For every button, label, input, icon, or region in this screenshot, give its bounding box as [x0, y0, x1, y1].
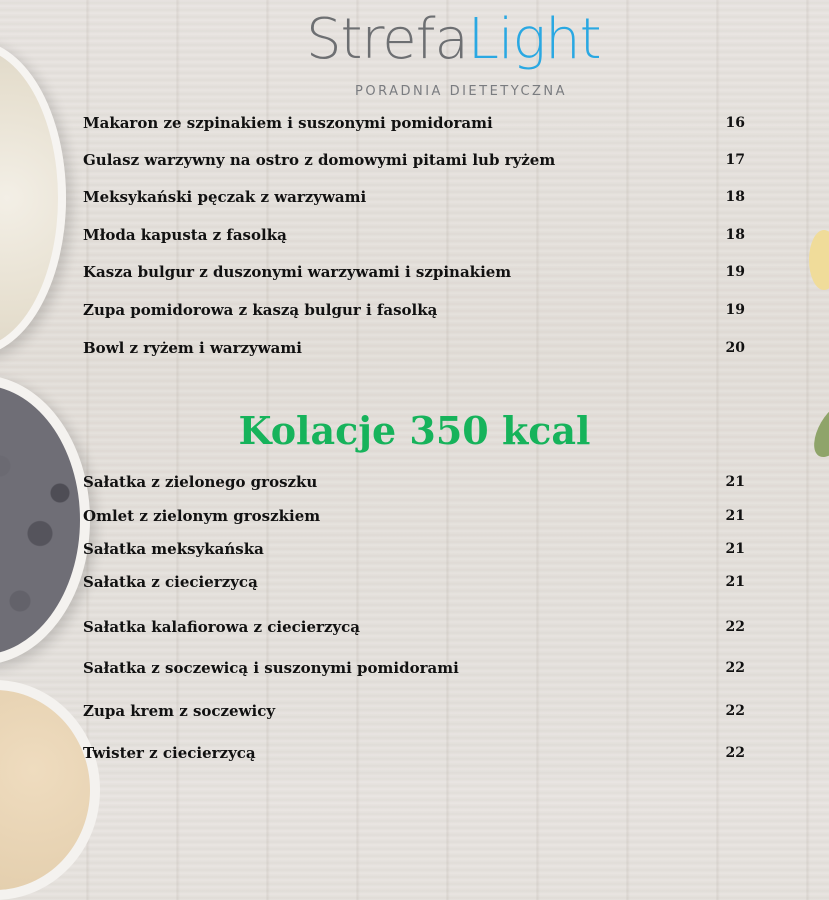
quinoa-bowl-image [0, 40, 66, 356]
toc-row[interactable] [83, 261, 745, 283]
page-number: 22 [725, 745, 745, 761]
toc-row[interactable] [83, 337, 745, 359]
logo-word-light: Light [467, 7, 601, 72]
toc-row[interactable] [83, 299, 745, 321]
toc-row[interactable] [83, 657, 745, 679]
toc-row[interactable] [83, 186, 745, 208]
recipe-name: Meksykański pęczak z warzywami [83, 188, 367, 206]
recipe-name: Bowl z ryżem i warzywami [83, 339, 302, 357]
page-number: 18 [725, 227, 745, 243]
toc-row[interactable] [83, 700, 745, 722]
recipe-name: Zupa krem z soczewicy [83, 702, 276, 720]
toc-row[interactable] [83, 742, 745, 764]
section-title-dinner: Kolacje 350 kcal [238, 408, 591, 453]
page-number: 22 [725, 619, 745, 635]
recipe-name: Sałatka z ciecierzycą [83, 573, 258, 591]
recipe-name: Makaron ze szpinakiem i suszonymi pomidorami [83, 114, 493, 132]
recipe-name: Młoda kapusta z fasolką [83, 226, 287, 244]
page-number: 21 [725, 541, 745, 557]
strefa-light-logo [300, 4, 620, 100]
decorative-leaf-image [809, 230, 829, 290]
toc-row[interactable] [83, 571, 745, 593]
page-number: 17 [725, 152, 745, 168]
toc-row[interactable] [83, 471, 745, 493]
page-number: 19 [725, 302, 745, 318]
recipe-name: Omlet z zielonym groszkiem [83, 507, 321, 525]
page-number: 22 [725, 703, 745, 719]
recipe-name: Twister z ciecierzycą [83, 744, 256, 762]
recipe-name: Gulasz warzywny na ostro z domowymi pitami lub ryżem [83, 151, 556, 169]
recipe-name: Kasza bulgur z duszonymi warzywami i szpinakiem [83, 263, 512, 281]
logo-word-strefa: Strefa [306, 7, 468, 72]
recipe-name: Sałatka z soczewicą i suszonymi pomidorami [83, 659, 459, 677]
page-number: 16 [725, 115, 745, 131]
page-number: 19 [725, 264, 745, 280]
logo-wordmark [306, 4, 601, 76]
page-number: 22 [725, 660, 745, 676]
toc-row[interactable] [83, 112, 745, 134]
recipe-name: Sałatka z zielonego groszku [83, 473, 318, 491]
logo-subtitle: PORADNIA DIETETYCZNA [355, 84, 568, 99]
toc-row[interactable] [83, 149, 745, 171]
recipe-name: Zupa pomidorowa z kaszą bulgur i fasolką [83, 301, 438, 319]
page-number: 21 [725, 508, 745, 524]
toc-row[interactable] [83, 224, 745, 246]
page-number: 21 [725, 474, 745, 490]
recipe-name: Sałatka kalafiorowa z ciecierzycą [83, 618, 360, 636]
page-number: 21 [725, 574, 745, 590]
recipe-name: Sałatka meksykańska [83, 540, 264, 558]
toc-row[interactable] [83, 538, 745, 560]
toc-row[interactable] [83, 616, 745, 638]
toc-row[interactable] [83, 505, 745, 527]
page-number: 20 [725, 340, 745, 356]
page-number: 18 [725, 189, 745, 205]
